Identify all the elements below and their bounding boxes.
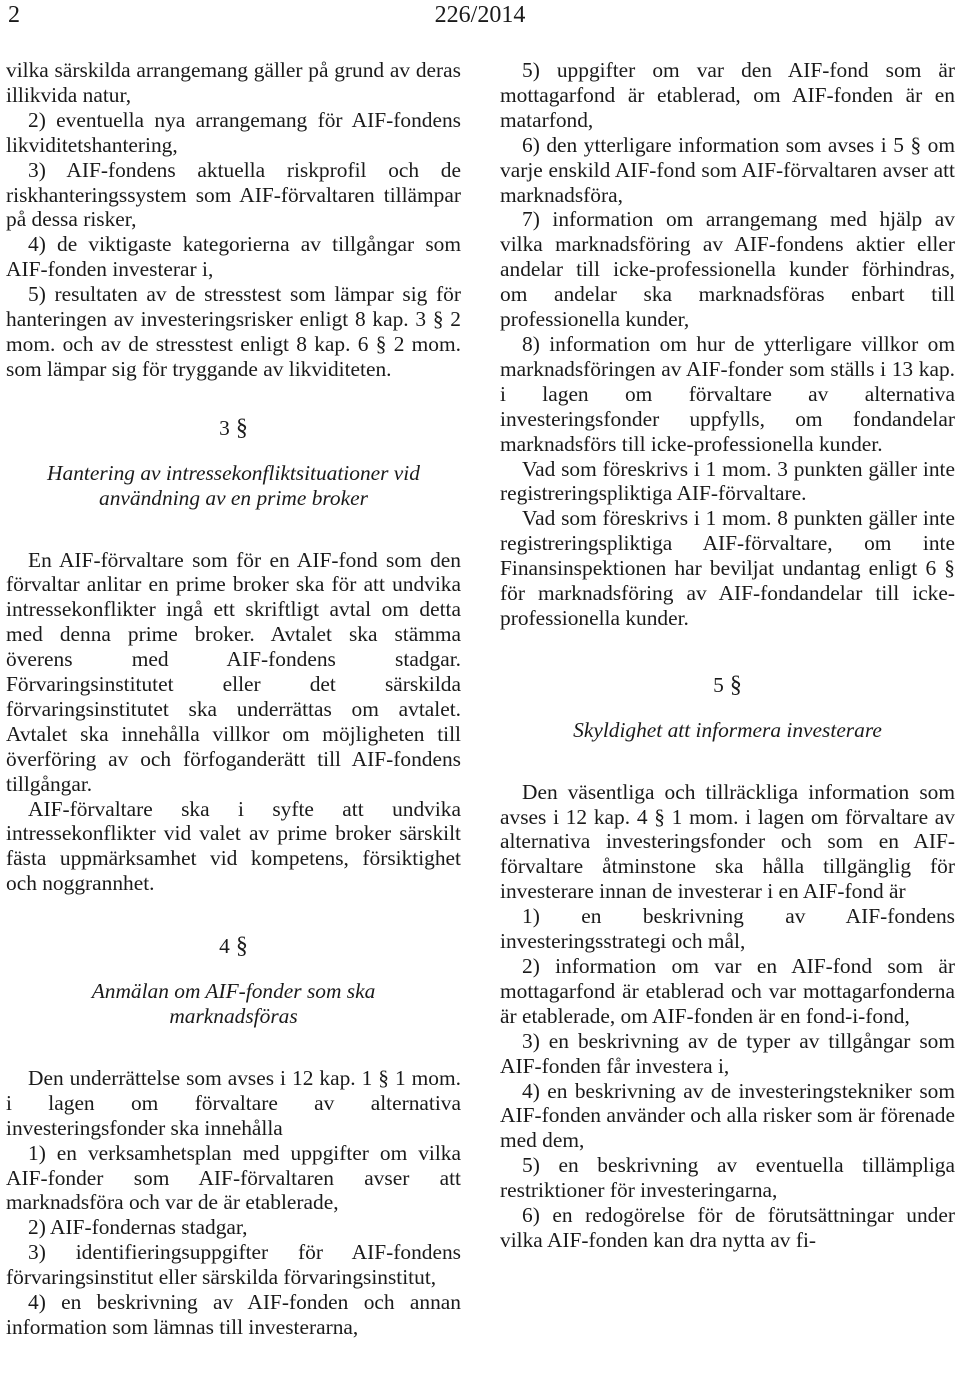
section-heading: [6, 934, 461, 959]
document-id: 226/2014: [434, 2, 526, 28]
page-number: 2: [8, 2, 20, 28]
paragraph: Vad som föreskrivs i 1 mom. 3 punkten gäller inte registreringspliktiga AIF-förvaltare.: [500, 456, 955, 506]
section-symbol: §: [729, 671, 742, 698]
paragraph: En AIF-förvaltare som för en AIF-fond som den förvaltar anlitar en prime broker ska för att undvika intressekonflikter ingå ett skriftligt avtal om detta med denna prime broker. Avtalet ska stämma överens med AIF-fondens stadgar. Förvaringsinstitutet eller det särskilda förvaringsinstitutet ska underrättas om avtalet. Avtalet ska innehålla villkor om möjligheten till överföring av och förfoganderätt till AIF-fondens tillgångar.: [6, 547, 461, 796]
paragraph: AIF-förvaltare ska i syfte att undvika intressekonflikter vid valet av prime broker särskilt fästa uppmärksamhet vid kompetens, försiktighet och noggrannhet.: [6, 796, 461, 896]
list-item: 4) de viktigaste kategorierna av tillgångar som AIF-fonden investerar i,: [6, 232, 461, 282]
list-item: 5) uppgifter om var den AIF-fond som är mottagarfond är etablerad, om AIF-fonden är en matarfond,: [500, 58, 955, 132]
list-item: 2) AIF-fondernas stadgar,: [28, 1215, 248, 1240]
section-title: Skyldighet att informera investerare: [573, 717, 882, 742]
section-symbol: §: [235, 414, 248, 441]
list-item: 2) information om var en AIF-fond som är mottagarfond är etablerad och var mottagarfonderna är etablerade, om AIF-fonden är en fond-i-fond,: [500, 954, 955, 1028]
list-item: 3) identifieringsuppgifter för AIF-fondens förvaringsinstitut eller särskilda förvaringsinstitut,: [6, 1240, 461, 1290]
section-heading: [500, 673, 955, 698]
section-number: 3: [219, 415, 230, 440]
right-column: [500, 58, 955, 1253]
section-number: 5: [713, 672, 724, 697]
list-item: 7) information om arrangemang med hjälp av vilka marknadsföring av AIF-fondens aktier eller andelar till icke-professionella kunder förhindras, om andelar ska marknadsföras enbart till professionella kunder,: [500, 207, 955, 332]
list-item: 4) en beskrivning av de investeringstekniker som AIF-fonden använder och alla risker som är förenade med dem,: [500, 1078, 955, 1153]
section-heading: [6, 416, 461, 441]
list-item: 6) den ytterligare information som avses i 5 § om varje enskild AIF-fond som AIF-förvaltaren avser att marknadsföra,: [500, 132, 955, 207]
list-item: 5) resultaten av de stresstest som lämpar sig för hanteringen av investeringsrisker enligt 8 kap. 3 § 2 mom. och av de stresstest enligt 8 kap. 6 § 2 mom. som lämpar sig för tryggande av likviditeten.: [6, 282, 461, 381]
list-item: 3) AIF-fondens aktuella riskprofil och de riskhanteringssystem som AIF-förvaltaren tillämpar på dessa risker,: [6, 157, 461, 232]
list-item: 1) en beskrivning av AIF-fondens investeringsstrategi och mål,: [500, 904, 955, 954]
section-number: 4: [219, 934, 230, 959]
paragraph: Vad som föreskrivs i 1 mom. 8 punkten gäller inte registreringspliktiga AIF-förvaltare, om inte Finansinspektionen har beviljat undantag enligt 6 § för marknadsföring av AIF-fondandelar till icke-professionella kunder.: [500, 506, 955, 630]
paragraph: vilka särskilda arrangemang gäller på grund av deras illikvida natur,: [6, 58, 461, 107]
section-title: Anmälan om AIF-fonder som ska marknadsföras: [91, 979, 376, 1028]
section-title: Hantering av intressekonfliktsituationer vid användning av en prime broker: [47, 460, 420, 510]
list-item: 6) en redogörelse för de förutsättningar under vilka AIF-fonden kan dra nytta av fi-: [500, 1203, 955, 1252]
paragraph: Den underrättelse som avses i 12 kap. 1 § 1 mom. i lagen om förvaltare av alternativa investeringsfonder ska innehålla: [6, 1065, 461, 1140]
list-item: 2) eventuella nya arrangemang för AIF-fondens likviditetshantering,: [6, 107, 461, 157]
list-item: 5) en beskrivning av eventuella tillämpliga restriktioner för investeringarna,: [500, 1153, 955, 1203]
list-item: 4) en beskrivning av AIF-fonden och annan information som lämnas till investerarna,: [6, 1290, 461, 1339]
list-item: 8) information om hur de ytterligare villkor om marknadsföringen av AIF-fonder som ställs i 13 kap. i lagen om förvaltare av alternativa investeringsfonder uppfylls, om fondandelar marknadsförs till icke-professionella kunder.: [500, 331, 955, 456]
paragraph: Den väsentliga och tillräckliga information som avses i 12 kap. 4 § 1 mom. i lagen om förvaltare av alternativa investeringsfonder och som en AIF-förvaltare åtminstone ska hålla tillgänglig för investerare innan de investerar i en AIF-fond är: [500, 779, 955, 904]
list-item: 1) en verksamhetsplan med uppgifter om vilka AIF-fonder som AIF-förvaltaren avser att marknadsföra och var de är etablerade,: [6, 1140, 461, 1215]
list-item: 3) en beskrivning av de typer av tillgångar som AIF-fonden får investera i,: [500, 1028, 955, 1078]
section-symbol: §: [235, 933, 248, 960]
page-header: [0, 0, 960, 36]
left-column: [6, 58, 461, 1340]
